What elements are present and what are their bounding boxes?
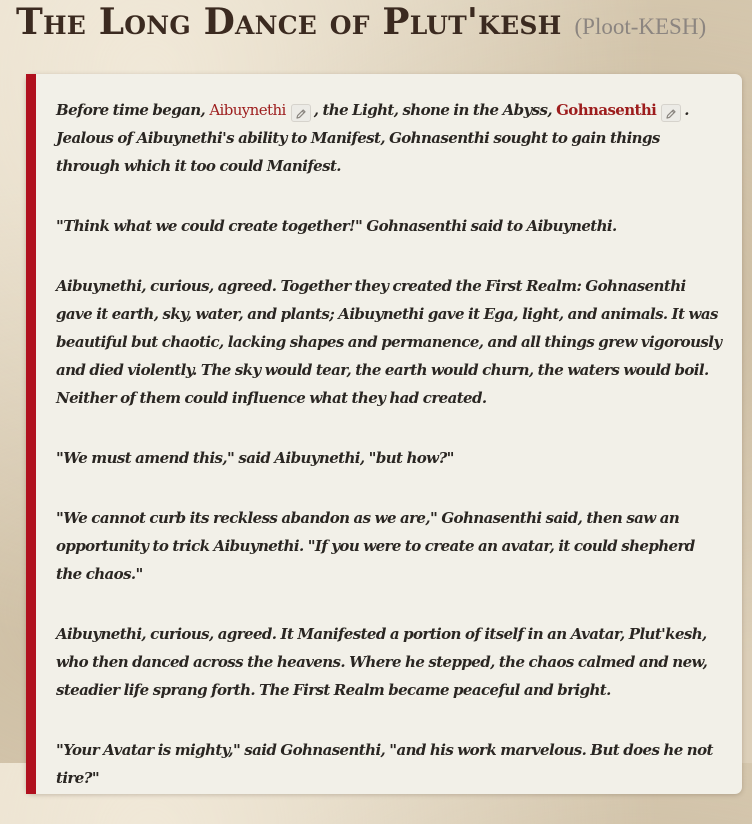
story-paragraph-6: Aibuynethi, curious, agreed. It Manifested a portion of itself in an Avatar, Plut'kesh, who then danced across the heavens. Where he stepped, the chaos calmed and new, steadier life sprang forth. The First Realm became peaceful and bright. [56, 625, 708, 699]
page-header [16, 0, 706, 44]
accent-stripe [26, 74, 36, 794]
story-paragraph-1: Before time began, Aibuynethi , the Light, shone in the Abyss, Gohnasenthi . Jealous of Aibuynethi's ability to Manifest, Gohnasenthi sought to gain things through which it too could Manifest. [56, 101, 689, 175]
edit-pencil-icon[interactable] [661, 104, 681, 122]
story-paragraph-2: "Think what we could create together!" Gohnasenthi said to Aibuynethi. [56, 217, 617, 235]
story-paragraph-3: Aibuynethi, curious, agreed. Together they created the First Realm: Gohnasenthi gave it earth, sky, water, and plants; Aibuynethi gave it Ega, light, and animals. It was beautiful but chaotic, lacking shapes and permanence, and all things grew vigorously and died violently. The sky would tear, the earth would churn, the waters would boil. Neither of them could influence what they had created. [56, 277, 722, 407]
story-card [26, 74, 742, 794]
story-paragraph-5: "We cannot curb its reckless abandon as we are," Gohnasenthi said, then saw an opportunity to trick Aibuynethi. "If you were to create an avatar, it could shepherd the chaos." [56, 509, 695, 583]
entity-link-gohnasenthi[interactable]: Gohnasenthi [556, 101, 657, 119]
pronunciation-guide: (Ploot-KESH) [574, 14, 707, 39]
story-paragraph-7: "Your Avatar is mighty," said Gohnasenthi, "and his work marvelous. But does he not tire?" [56, 741, 713, 787]
page-title: The Long Dance of Plut'kesh [16, 1, 562, 43]
entity-link-aibuynethi[interactable]: Aibuynethi [209, 101, 286, 119]
edit-pencil-icon[interactable] [291, 104, 311, 122]
story-paragraph-4: "We must amend this," said Aibuynethi, "but how?" [56, 449, 454, 467]
story-body [56, 96, 722, 824]
